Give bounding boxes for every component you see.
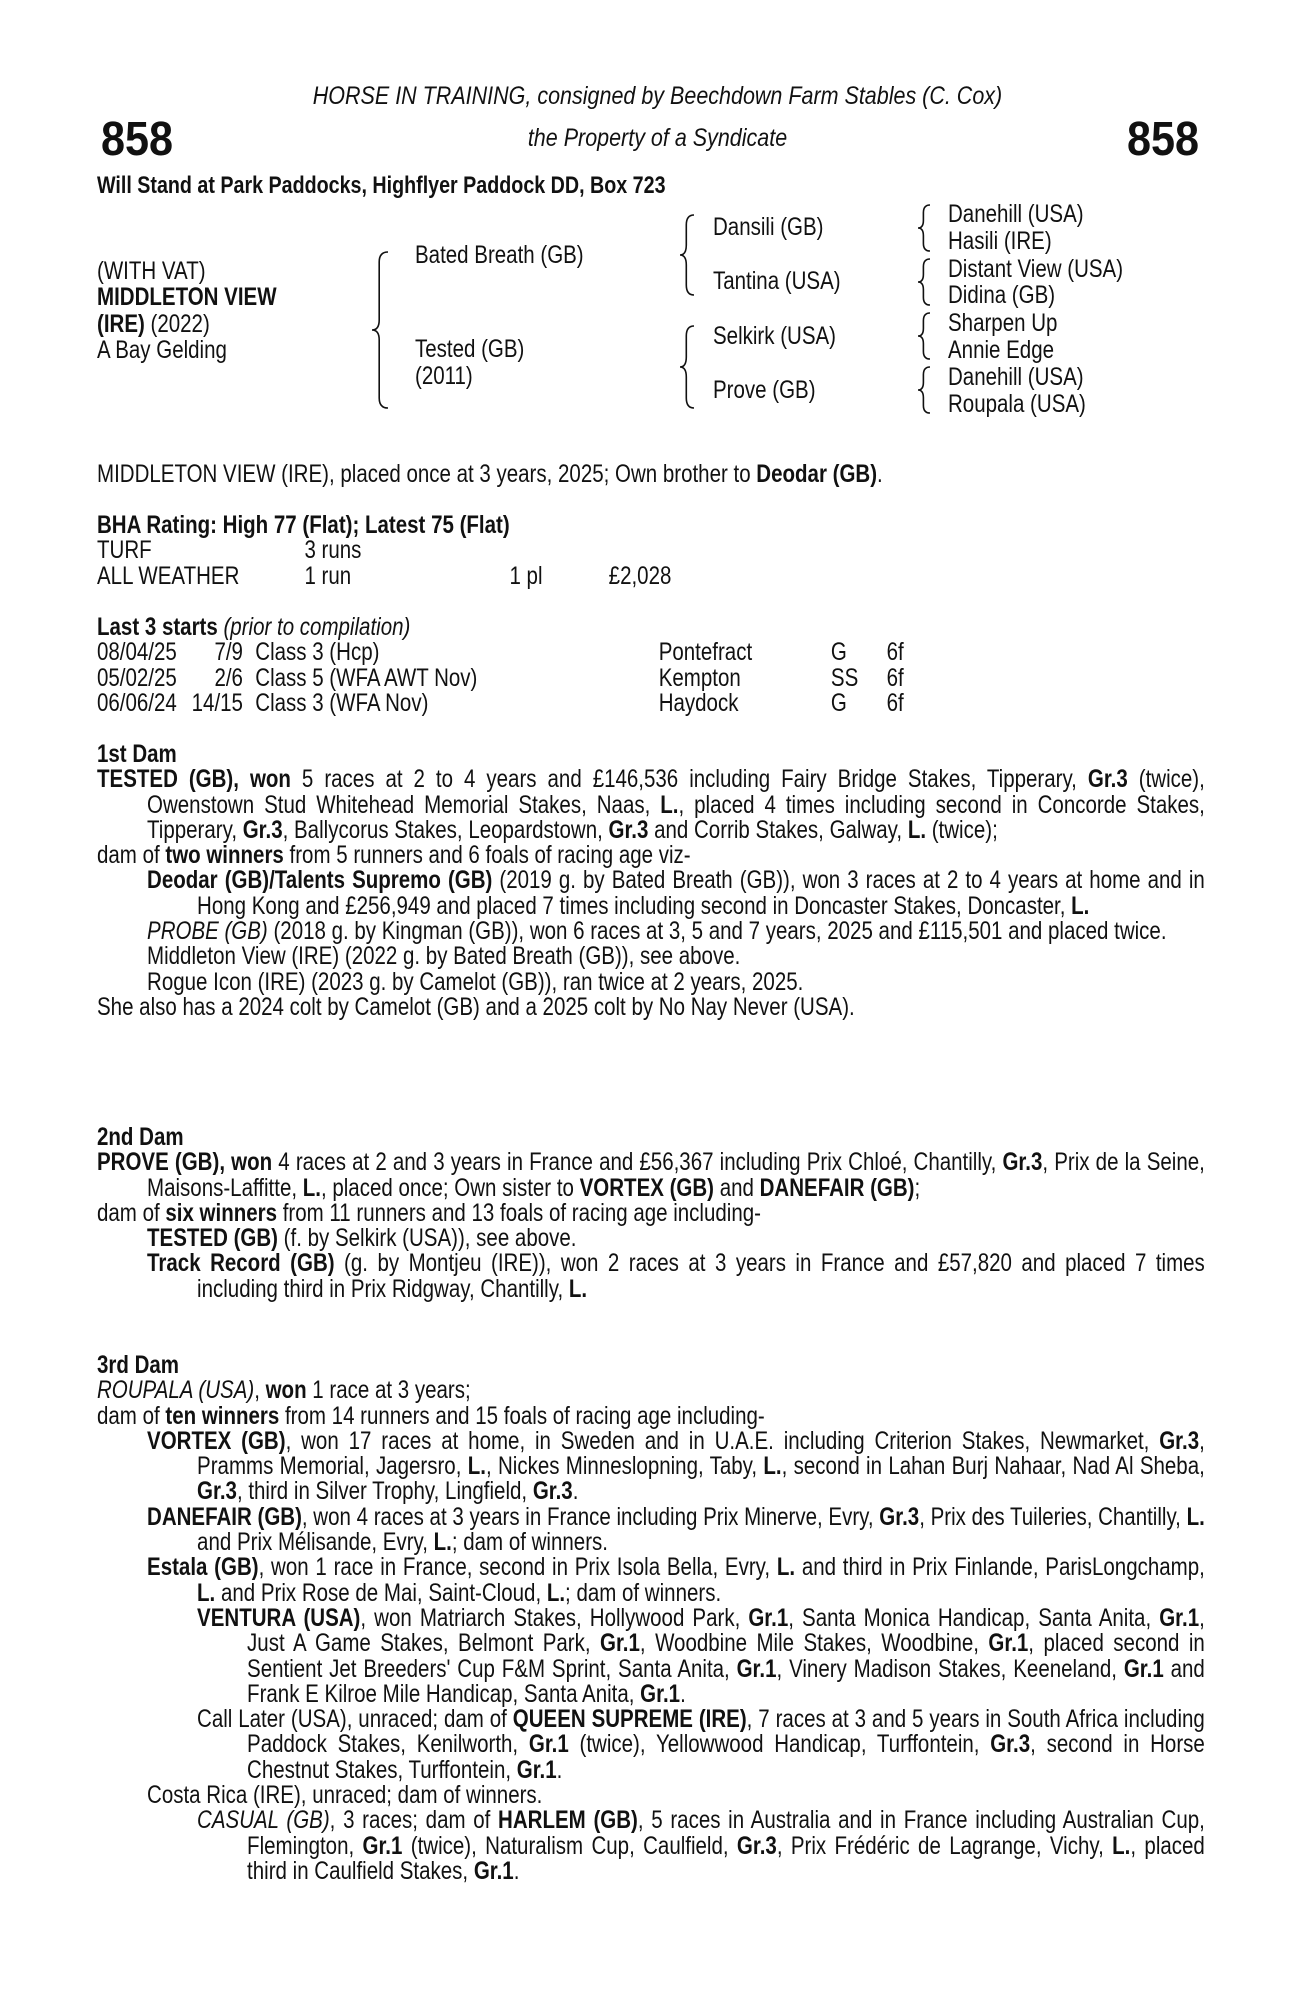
placed: 1 pl [509,561,543,590]
stand-location: Will Stand at Park Paddocks, Highflyer Paddock DD, Box 723 [97,172,666,199]
text: from 5 runners and 6 foals of racing age viz- [283,841,691,870]
surface: ALL WEATHER [97,561,240,590]
bold-text: Gr.3 [608,815,649,844]
bold-text: Gr.1 [600,1629,640,1658]
text: and [714,1173,760,1202]
bold-text: ten winners [165,1401,280,1430]
pedigree-paragraph [97,1502,1205,1557]
start-going: G [830,638,847,667]
bold-text: QUEEN SUPREME (IRE) [512,1705,747,1734]
text: , Prix Frédéric de Lagrange, Vichy, [776,1831,1113,1860]
text: dam of [97,841,166,870]
text: MIDDLETON VIEW (IRE), placed once at 3 years, 2025; Own brother to [97,460,757,488]
start-dist: 6f [886,663,904,692]
italic-text: CASUAL (GB) [197,1806,330,1835]
text: , 7 races at 3 and 5 years in South Africa including Paddock Stakes, Kenilworth, [247,1705,1205,1759]
start-dist: 6f [886,638,904,667]
consignment-line: HORSE IN TRAINING, consigned by Beechdown Farm Stables (C. Cox) [312,82,1003,110]
text: , placed 4 times including second in Concorde Stakes, Tipperary, [147,790,1205,844]
bold-text: Gr.1 [528,1730,569,1759]
text: dam of [97,1198,166,1227]
horse-description: A Bay Gelding [97,336,227,364]
sire: Bated Breath (GB) [415,241,584,269]
text: , won 1 race in France, second in Prix Isola Bella, Evry, [258,1553,777,1582]
bold-text: Gr.1 [362,1831,403,1860]
bha-rating-title: BHA Rating: High 77 (Flat); Latest 75 (Flat) [97,511,510,539]
ancestor: Danehill (USA) [948,200,1084,228]
record-row [97,561,1205,590]
bold-text: VORTEX (GB) [579,1173,715,1202]
start-pos: 2/6 [214,663,243,692]
dam-title: 1st Dam [97,740,177,768]
bold-text: two winners [165,841,284,870]
bold-text: Gr.1 [736,1654,777,1683]
bold-text: Gr.3 [242,815,283,844]
bold-text: VORTEX (GB) [147,1426,286,1455]
text: and Prix Mélisande, Evry, [197,1528,434,1557]
text: , Just A Game Stakes, Belmont Park, [247,1603,1205,1658]
brace-icon [372,252,388,408]
horse-year: (2022) [144,310,210,338]
record-row [97,538,1205,563]
start-race: Class 3 (Hcp) [255,638,380,667]
pedigree-paragraph [97,1783,1205,1808]
last-starts-title: Last 3 starts [97,613,218,641]
summary-text [97,462,1205,487]
text: , Woodbine Mile Stakes, Woodbine, [639,1629,989,1658]
bold-text: Deodar (GB)/Talents Supremo (GB) [147,866,493,895]
bold-text: Gr.1 [1159,1603,1200,1632]
last-starts-section [97,615,1205,716]
ancestor: Hasili (IRE) [948,227,1052,255]
text: ; dam of winners. [565,1578,722,1607]
pedigree-paragraph [97,1808,1205,1884]
last-starts-note: (prior to compilation) [217,613,411,641]
ancestor: Distant View (USA) [948,255,1124,283]
granddam-maternal: Prove (GB) [713,376,816,404]
start-date: 05/02/25 [97,663,177,692]
ancestor: Danehill (USA) [948,363,1084,391]
start-row [97,688,1205,717]
horse-origin-year [97,311,210,337]
text: , placed once; Own sister to [320,1173,580,1202]
bold-text: L. [1071,891,1090,920]
brace-icon [918,367,930,413]
text: 1 race at 3 years; [306,1376,471,1405]
text: 4 races at 2 and 3 years in France and £56,367 including Prix Chloé, Chantilly, [272,1148,1003,1177]
text: Middleton View (IRE) (2022 g. by Bated Breath (GB)), see above. [147,942,741,971]
pedigree-paragraph [97,868,1205,919]
brace-icon [918,259,930,305]
text: , won Matriarch Stakes, Hollywood Park, [360,1603,749,1632]
start-row [97,640,1205,665]
bold-text: Gr.3 [736,1831,777,1860]
text: , [254,1376,266,1405]
horse-name: MIDDLETON VIEW [97,283,277,311]
text: (f. by Selkirk (USA)), see above. [277,1224,577,1253]
text: , Prix des Tuileries, Chantilly, [919,1502,1187,1531]
bold-text: L. [660,790,679,819]
pedigree-paragraph [97,1707,1205,1783]
bold-text: Gr.3 [532,1477,573,1506]
bold-text: Gr.1 [473,1856,514,1885]
text: , Vinery Madison Stakes, Keeneland, [776,1654,1124,1683]
bold-text: won [265,1376,307,1405]
bold-text: Track Record (GB) [147,1249,335,1278]
text: , Santa Monica Handicap, Santa Anita, [788,1603,1160,1632]
pedigree-paragraph [97,1251,1205,1302]
ancestor: Sharpen Up [948,309,1058,337]
italic-text: PROBE (GB) [147,917,268,946]
start-race: Class 3 (WFA Nov) [255,688,429,717]
bold-text: L. [1112,1831,1131,1860]
text: , won 4 races at 3 years in France including Prix Minerve, Evry, [301,1502,880,1531]
grandsire-maternal: Selkirk (USA) [713,322,837,350]
pedigree-paragraph [97,1426,1205,1506]
pedigree-paragraph [97,992,1205,1021]
bold-text: L. [776,1553,796,1582]
summary [97,462,1205,487]
granddam-paternal: Tantina (USA) [713,267,841,295]
text: Rogue Icon (IRE) (2023 g. by Camelot (GB)), ran twice at 2 years, 2025. [147,967,804,996]
text: , placed second in Sentient Jet Breeders' Cup F&M Sprint, Santa Anita, [247,1629,1205,1683]
pedigree-paragraph [97,944,1205,969]
bold-text: L. [568,1274,588,1303]
brace-icon [680,326,694,408]
bha-rating-section [97,513,1205,589]
bold-text: Gr.3 [1002,1148,1043,1177]
dam: Tested (GB) [415,335,525,363]
start-dist: 6f [886,688,904,717]
text: 5 races at 2 to 4 years and £146,536 including Fairy Bridge Stakes, Tipperary, [290,765,1088,794]
bold-text: TESTED (GB), won [97,765,291,794]
pedigree-paragraph [97,843,1205,868]
text: (twice), Yellowwood Handicap, Turffontein, [568,1730,991,1759]
start-course: Haydock [658,688,739,717]
bold-text: L. [197,1578,216,1607]
bold-text: Gr.1 [988,1629,1029,1658]
text: . [680,1679,686,1708]
text: from 11 runners and 13 foals of racing age including- [277,1198,761,1227]
runs: 1 run [304,561,352,590]
text: , Pramms Memorial, Jagersro, [197,1426,1205,1481]
bold-text: Gr.1 [640,1679,681,1708]
bold-text: L. [763,1452,782,1481]
pedigree-paragraph [97,1150,1205,1201]
start-date: 08/04/25 [97,638,177,667]
dam-title: 2nd Dam [97,1123,184,1151]
start-going: SS [830,663,859,692]
bold-text: Gr.1 [1123,1654,1164,1683]
text: , Ballycorus Stakes, Leopardstown, [282,815,609,844]
text: ; [914,1173,921,1202]
text: and Prix Rose de Mai, Saint-Cloud, [215,1578,547,1607]
bold-text: L. [546,1578,566,1607]
text: and third in Prix Finlande, ParisLongchamp, [795,1553,1205,1582]
text: Costa Rica (IRE), unraced; dam of winners. [147,1781,543,1810]
text: ; dam of winners. [451,1528,608,1557]
text: , second in Horse Chestnut Stakes, Turffontein, [247,1730,1205,1784]
bold-text: Gr.3 [879,1502,920,1531]
text: and Frank E Kilroe Mile Handicap, Santa Anita, [247,1654,1205,1708]
text: (g. by Montjeu (IRE)), won 2 races at 3 years in France and £57,820 and placed 7 times including third in Prix Ridgway, Chantilly, [197,1249,1205,1303]
start-pos: 14/15 [191,688,243,717]
text: , Nickes Minneslopning, Taby, [485,1452,764,1481]
text: Call Later (USA), unraced; dam of [197,1705,513,1734]
brace-icon [680,215,694,295]
bold-text: Gr.3 [990,1730,1031,1759]
text: (2018 g. by Kingman (GB)), won 6 races at 3, 5 and 7 years, 2025 and £115,501 and placed twice. [267,917,1167,946]
start-row [97,663,1205,692]
bold-text: DANEFAIR (GB) [759,1173,915,1202]
pedigree-paragraph [97,1378,1205,1403]
pedigree-paragraph [97,1555,1205,1606]
start-race: Class 5 (WFA AWT Nov) [255,663,478,692]
vat-note: (WITH VAT) [97,257,206,285]
text: . [513,1856,520,1885]
grandsire-paternal: Dansili (GB) [713,213,824,241]
bold-text: VENTURA (USA) [197,1603,361,1632]
lot-number-right: 858 [1126,113,1199,166]
ancestor: Didina (GB) [948,281,1056,309]
dam-year: (2011) [415,362,473,390]
text: (2019 g. by Bated Breath (GB)), won 3 races at 2 to 4 years at home and in Hong Kong and £256,949 and placed 7 times including second in Doncaster Stakes, Doncaster, [197,866,1205,920]
pedigree-paragraph [97,919,1205,944]
text: . [877,460,883,488]
start-going: G [830,688,847,717]
bold-text: Gr.3 [1159,1426,1200,1455]
dam-section-1 [97,742,1205,1020]
bold-text: L. [433,1528,452,1557]
surface: TURF [97,536,152,565]
pedigree-paragraph [97,1401,1205,1430]
text: , won 17 races at home, in Sweden and in U.A.E. including Criterion Stakes, Newmarket, [285,1426,1160,1455]
start-course: Pontefract [658,638,753,667]
dam-section-2 [97,1125,1205,1302]
dam-section-3 [97,1353,1205,1884]
ancestor: Roupala (USA) [948,390,1086,418]
bold-text: Gr.1 [516,1755,557,1784]
start-date: 06/06/24 [97,688,177,717]
bold-text: HARLEM (GB) [498,1806,638,1835]
text: . [572,1477,579,1506]
property-line: the Property of a Syndicate [527,124,788,152]
bold-text: Gr.3 [197,1477,237,1506]
bold-text: Deodar (GB) [756,460,878,488]
italic-text: ROUPALA (USA) [97,1376,255,1405]
dam-title: 3rd Dam [97,1351,180,1379]
brace-icon [918,313,930,359]
pedigree-paragraph [97,967,1205,996]
horse-country: (IRE) [97,310,145,338]
bold-text: L. [302,1173,321,1202]
pedigree-paragraph [97,1226,1205,1251]
text: , Prix de la Seine, Maisons-Laffitte, [147,1148,1205,1202]
text: , 5 races in Australia and in France including Australian Cup, Flemington, [247,1806,1205,1860]
text: (twice), Naturalism Cup, Caulfield, [402,1831,737,1860]
pedigree-paragraph [97,1198,1205,1227]
text: She also has a 2024 colt by Camelot (GB) and a 2025 colt by No Nay Never (USA). [97,992,855,1021]
text: , second in Lahan Burj Nahaar, Nad Al Sheba, [781,1452,1205,1481]
start-course: Kempton [658,663,741,692]
ancestor: Annie Edge [948,336,1055,364]
text: dam of [97,1401,166,1430]
bold-text: TESTED (GB) [147,1224,278,1253]
start-pos: 7/9 [214,638,243,667]
text: , third in Silver Trophy, Lingfield, [236,1477,533,1506]
bold-text: PROVE (GB), won [97,1148,273,1177]
bold-text: six winners [165,1198,278,1227]
text: , placed third in Caulfield Stakes, [247,1831,1205,1885]
runs: 3 runs [304,536,362,565]
prize-money: £2,028 [608,561,672,590]
text: from 14 runners and 15 foals of racing age including- [279,1401,765,1430]
pedigree-paragraph [97,767,1205,843]
bold-text: Estala (GB) [147,1553,259,1582]
bold-text: Gr.3 [1087,765,1128,794]
bold-text: L. [1186,1502,1205,1531]
bold-text: L. [907,815,927,844]
text: (twice); [926,815,998,844]
text: . [556,1755,563,1784]
text: , 3 races; dam of [329,1806,499,1835]
bold-text: L. [467,1452,486,1481]
text: (twice), Owenstown Stud Whitehead Memorial Stakes, Naas, [147,765,1205,819]
text: and Corrib Stakes, Galway, [648,815,908,844]
pedigree-paragraph [97,1603,1205,1708]
brace-icon [918,205,930,251]
bold-text: DANEFAIR (GB) [147,1502,302,1531]
lot-number-left: 858 [101,113,174,166]
bold-text: Gr.1 [748,1603,789,1632]
